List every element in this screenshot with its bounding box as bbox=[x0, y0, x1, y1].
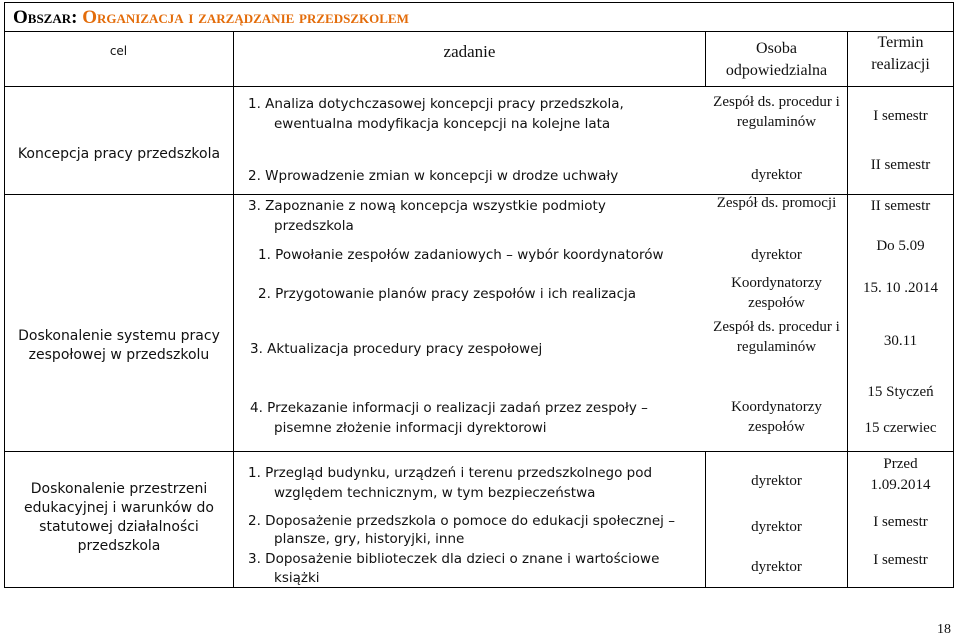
person-cell: dyrektor bbox=[751, 247, 802, 263]
task-text: 1. Przegląd budynku, urządzeń i terenu przedszkolnego pod bbox=[248, 465, 653, 481]
deadline-cell: Przed bbox=[883, 456, 918, 472]
header-goal: cel bbox=[109, 44, 128, 58]
task-text: 3. Doposażenie biblioteczek dla dzieci o znane i wartościowe bbox=[248, 551, 660, 567]
task-text: ewentualna modyfikacja koncepcji na kolejne lata bbox=[274, 116, 611, 132]
deadline-cell: 15 Styczeń bbox=[867, 384, 934, 400]
task-text: 4. Przekazanie informacji o realizacji zadań przez zespoły – bbox=[250, 400, 648, 416]
deadline-cell: I semestr bbox=[873, 108, 928, 124]
deadline-cell: Do 5.09 bbox=[876, 238, 925, 254]
page-title bbox=[13, 7, 409, 29]
task-text: przedszkola bbox=[274, 218, 354, 234]
header-person: Osoba odpowiedzialna bbox=[725, 40, 828, 79]
person-cell: Koordynatorzy zespołów bbox=[731, 399, 822, 435]
deadline-cell: I semestr bbox=[873, 552, 928, 568]
task-text: względem technicznym, w tym bezpieczeństwa bbox=[274, 485, 596, 501]
person-cell: Koordynatorzy zespołów bbox=[731, 275, 822, 311]
task-text: 3. Zapoznanie z nową koncepcja wszystkie podmioty bbox=[248, 198, 606, 214]
person-cell: dyrektor bbox=[751, 519, 802, 535]
deadline-cell: 15. 10 .2014 bbox=[863, 280, 938, 296]
area-label: Obszar: bbox=[13, 7, 78, 28]
deadline-cell: 15 czerwiec bbox=[864, 420, 937, 436]
person-cell: dyrektor bbox=[751, 167, 802, 183]
task-text: 2. Przygotowanie planów pracy zespołów i ich realizacja bbox=[258, 286, 637, 302]
goal-cell: Koncepcja pracy przedszkola bbox=[17, 146, 221, 162]
deadline-cell: I semestr bbox=[873, 514, 928, 530]
task-text: 1. Analiza dotychczasowej koncepcji pracy przedszkola, bbox=[248, 96, 624, 112]
task-text: 3. Aktualizacja procedury pracy zespołowej bbox=[250, 341, 543, 357]
page-number: 18 bbox=[937, 622, 951, 637]
task-text: książki bbox=[274, 570, 320, 586]
deadline-cell: 1.09.2014 bbox=[870, 477, 931, 493]
task-text: plansze, gry, historyjki, inne bbox=[274, 531, 465, 547]
header-deadline: Termin realizacji bbox=[871, 34, 930, 73]
task-text: 2. Wprowadzenie zmian w koncepcji w drodze uchwały bbox=[248, 168, 619, 184]
person-cell: Zespół ds. promocji bbox=[716, 195, 837, 211]
goal-cell: Doskonalenie systemu pracy zespołowej w przedszkolu bbox=[18, 328, 220, 363]
person-cell: Zespół ds. procedur i regulaminów bbox=[713, 94, 840, 130]
title-box bbox=[4, 2, 954, 32]
deadline-cell: 30.11 bbox=[883, 333, 918, 349]
deadline-cell: II semestr bbox=[870, 198, 931, 214]
task-text: pisemne złożenie informacji dyrektorowi bbox=[274, 420, 547, 436]
deadline-cell: II semestr bbox=[870, 157, 931, 173]
person-cell: dyrektor bbox=[751, 473, 802, 489]
goal-cell: Doskonalenie przestrzeni edukacyjnej i warunków do statutowej działalności przedszkola bbox=[24, 481, 214, 554]
area-value: Organizacja i zarządzanie przedszkolem bbox=[82, 7, 409, 28]
person-cell: dyrektor bbox=[751, 559, 802, 575]
task-text: 2. Doposażenie przedszkola o pomoce do edukacji społecznej – bbox=[248, 513, 675, 529]
task-text: 1. Powołanie zespołów zadaniowych – wybór koordynatorów bbox=[258, 247, 664, 263]
header-task: zadanie bbox=[443, 42, 496, 61]
person-cell: Zespół ds. procedur i regulaminów bbox=[713, 319, 840, 355]
